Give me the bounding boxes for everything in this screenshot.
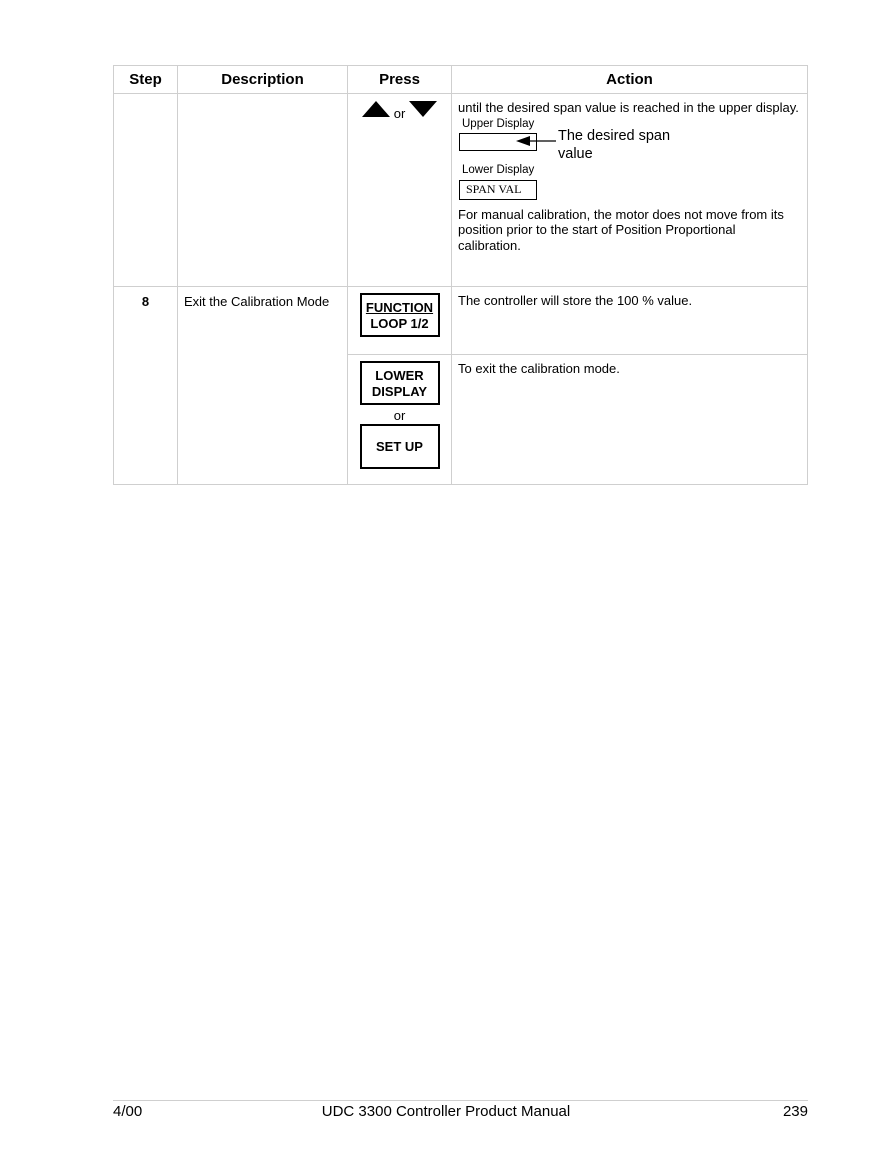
- table-header-row: [114, 66, 808, 94]
- up-triangle-icon[interactable]: [361, 100, 391, 118]
- footer-date: 4/00: [113, 1103, 143, 1120]
- left-arrow-icon: [516, 135, 558, 147]
- action-cell: [452, 94, 808, 287]
- table-row: [114, 94, 808, 287]
- press-cell: [348, 287, 452, 355]
- lower-display-box: SPAN VAL: [459, 180, 537, 200]
- function-key-label: FUNCTION: [365, 300, 434, 315]
- action-intro: until the desired span value is reached in the upper display.: [458, 100, 799, 115]
- or-label: or: [393, 106, 406, 121]
- header-press: Press: [348, 66, 452, 94]
- description-cell: [178, 94, 348, 287]
- upper-display-label: Upper Display: [462, 117, 535, 130]
- loop-key-label: LOOP 1/2: [370, 316, 429, 331]
- page-number: 239: [782, 1103, 808, 1120]
- header-step: Step: [114, 66, 178, 94]
- procedure-table: [113, 65, 808, 485]
- or-label: or: [393, 408, 406, 423]
- action-note: For manual calibration, the motor does not move from its position prior to the start of Position Proportional calibration.: [458, 206, 784, 253]
- desired-span-note: The desired span value: [558, 127, 671, 162]
- footer-divider: [113, 1100, 808, 1101]
- step-number: 8: [114, 287, 178, 485]
- press-cell: [348, 355, 452, 485]
- action-cell: To exit the calibration mode.: [452, 355, 808, 485]
- setup-key[interactable]: SET UP: [360, 424, 440, 469]
- footer-title: UDC 3300 Controller Product Manual: [321, 1103, 571, 1120]
- header-description: Description: [178, 66, 348, 94]
- lower-display-key[interactable]: [360, 361, 440, 405]
- step-cell: [114, 94, 178, 287]
- press-cell: [348, 94, 452, 287]
- lower-display-label: Lower Display: [462, 163, 535, 176]
- display-key-label: DISPLAY: [371, 384, 428, 399]
- function-loop-key[interactable]: [360, 293, 440, 337]
- down-triangle-icon[interactable]: [408, 100, 438, 118]
- lower-key-label: LOWER: [375, 368, 424, 383]
- display-figure: [458, 117, 799, 207]
- header-action: Action: [452, 66, 808, 94]
- arrow-keys: [348, 100, 451, 121]
- step-description: Exit the Calibration Mode: [178, 287, 348, 485]
- table-row: [114, 287, 808, 355]
- action-cell: The controller will store the 100 % value.: [452, 287, 808, 355]
